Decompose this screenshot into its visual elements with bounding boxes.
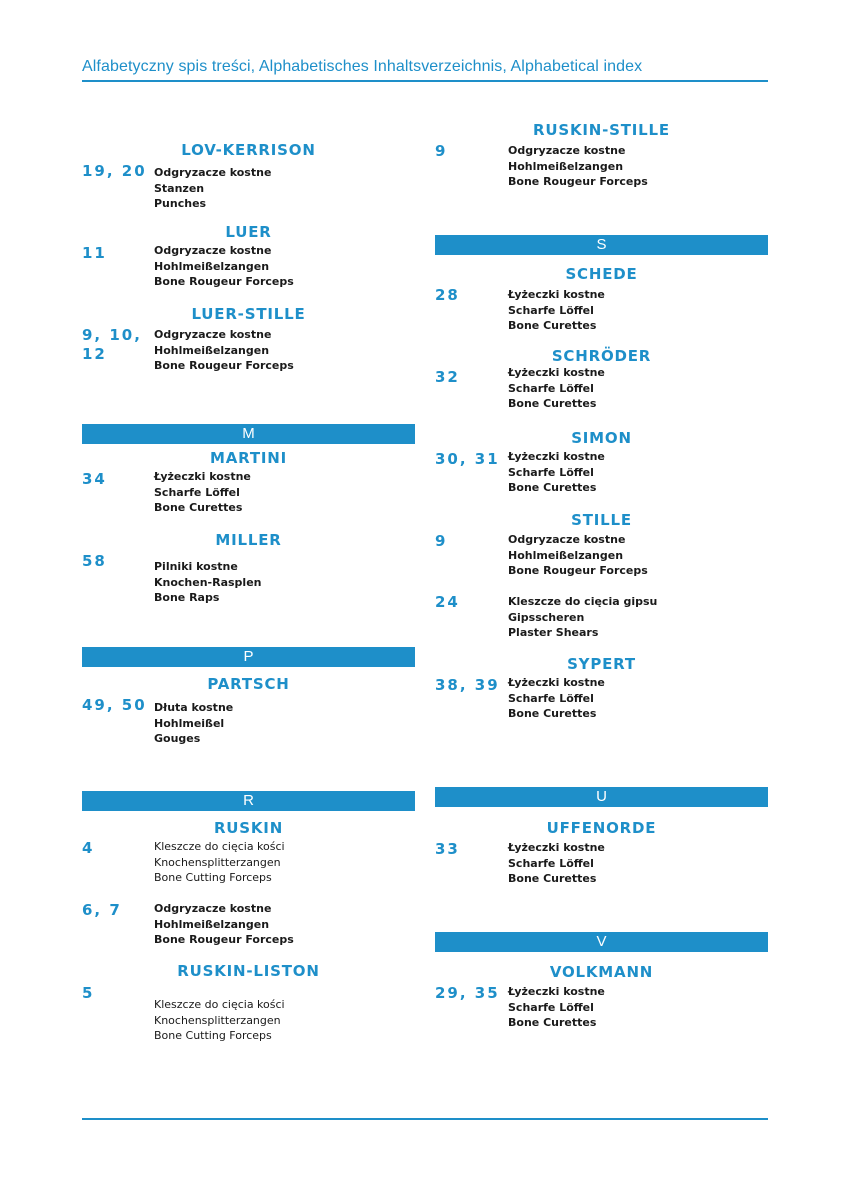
header-divider [82, 80, 768, 82]
entry-title-partsch: PARTSCH [207, 675, 290, 693]
desc-line: Hohlmeißelzangen [508, 548, 624, 562]
page-ref-ruskin-liston[interactable]: 5 [82, 984, 95, 1002]
entry-desc-schroder [508, 365, 605, 412]
desc-line: Bone Rougeur Forceps [154, 933, 294, 947]
desc-line: Łyżeczki kostne [154, 470, 251, 483]
desc-line: Gipsscheren [508, 610, 585, 624]
page-ref-simon[interactable]: 30, 31 [435, 450, 500, 468]
page-ref-ruskin-a[interactable]: 4 [82, 839, 95, 857]
page-ref-ruskin-stille[interactable]: 9 [435, 142, 448, 160]
letter-bar-v: V [435, 932, 768, 952]
entry-title-lov-kerrison: LOV-KERRISON [181, 141, 316, 159]
entry-title-schede: SCHEDE [565, 265, 638, 283]
page-ref-ruskin-b[interactable]: 6, 7 [82, 901, 122, 919]
desc-line: Odgryzacze kostne [154, 328, 272, 341]
page-ref-luer[interactable]: 11 [82, 244, 107, 262]
desc-line: Bone Rougeur Forceps [508, 175, 648, 189]
page-ref-partsch[interactable]: 49, 50 [82, 696, 147, 714]
desc-line: Łyżeczki kostne [508, 450, 605, 463]
entry-desc-schede [508, 287, 605, 334]
desc-line: Bone Curettes [508, 319, 597, 333]
entry-title-ruskin-stille: RUSKIN-STILLE [533, 121, 670, 139]
entry-desc-volkmann [508, 984, 605, 1031]
desc-line: Kleszcze do cięcia kości [154, 998, 285, 1011]
letter-bar-s: S [435, 235, 768, 255]
desc-line: Bone Curettes [508, 1016, 597, 1030]
desc-line: Knochensplitterzangen [154, 1013, 281, 1027]
page-title: Alfabetyczny spis treści, Alphabetisches Inhaltsverzeichnis, Alphabetical index [82, 58, 643, 75]
desc-line: Odgryzacze kostne [154, 244, 272, 257]
desc-line: Hohlmeißelzangen [154, 259, 270, 273]
desc-line: Łyżeczki kostne [508, 676, 605, 689]
desc-line: Bone Curettes [154, 501, 243, 515]
desc-line: Hohlmeißel [154, 716, 225, 730]
desc-line: Hohlmeißelzangen [154, 917, 270, 931]
entry-title-martini: MARTINI [210, 449, 287, 467]
entry-desc-luer-stille [154, 327, 294, 374]
desc-line: Bone Curettes [508, 397, 597, 411]
desc-line: Bone Rougeur Forceps [508, 564, 648, 578]
desc-line: Kleszcze do cięcia gipsu [508, 595, 658, 608]
entry-desc-partsch [154, 700, 233, 747]
entry-title-ruskin: RUSKIN [213, 819, 284, 837]
desc-line: Bone Rougeur Forceps [154, 359, 294, 373]
desc-line: Scharfe Löffel [154, 485, 240, 499]
letter-bar-r: R [82, 791, 415, 811]
letter-bar-u: U [435, 787, 768, 807]
entry-desc-luer [154, 243, 294, 290]
desc-line: Bone Rougeur Forceps [154, 275, 294, 289]
desc-line: Punches [154, 197, 207, 211]
entry-desc-ruskin-stille [508, 143, 648, 190]
desc-line: Gouges [154, 732, 201, 746]
page-ref-schroder[interactable]: 32 [435, 368, 460, 386]
page-ref-sypert[interactable]: 38, 39 [435, 676, 500, 694]
desc-line: Bone Raps [154, 591, 220, 605]
entry-title-schroder: SCHRÖDER [551, 347, 652, 365]
desc-line: Łyżeczki kostne [508, 985, 605, 998]
entry-desc-simon [508, 449, 605, 496]
desc-line: Scharfe Löffel [508, 856, 594, 870]
entry-desc-lov-kerrison [154, 165, 271, 212]
page-ref-luer-stille[interactable]: 9, 10, 12 [82, 326, 142, 363]
entry-title-stille: STILLE [571, 511, 632, 529]
desc-line: Stanzen [154, 181, 205, 195]
desc-line: Odgryzacze kostne [508, 144, 626, 157]
entry-desc-uffenorde [508, 840, 605, 887]
page-ref-lov-kerrison[interactable]: 19, 20 [82, 162, 147, 180]
desc-line: Scharfe Löffel [508, 381, 594, 395]
desc-line: Bone Curettes [508, 707, 597, 721]
entry-desc-ruskin-b [154, 901, 294, 948]
entry-desc-ruskin-a [154, 839, 285, 886]
desc-line: Scharfe Löffel [508, 303, 594, 317]
desc-line: Odgryzacze kostne [154, 166, 272, 179]
page-ref-schede[interactable]: 28 [435, 286, 460, 304]
page-ref-stille-a[interactable]: 9 [435, 532, 448, 550]
desc-line: Hohlmeißelzangen [508, 159, 624, 173]
entry-title-ruskin-liston: RUSKIN-LISTON [177, 962, 320, 980]
desc-line: Bone Cutting Forceps [154, 871, 272, 885]
desc-line: Pilniki kostne [154, 560, 238, 573]
desc-line: Łyżeczki kostne [508, 366, 605, 379]
entry-desc-ruskin-liston [154, 997, 285, 1044]
entry-desc-miller [154, 559, 262, 606]
desc-line: Bone Curettes [508, 872, 597, 886]
desc-line: Łyżeczki kostne [508, 841, 605, 854]
entry-title-luer: LUER [225, 223, 272, 241]
letter-bar-m: M [82, 424, 415, 444]
desc-line: Scharfe Löffel [508, 691, 594, 705]
entry-title-sypert: SYPERT [567, 655, 636, 673]
entry-title-miller: MILLER [215, 531, 282, 549]
entry-desc-martini [154, 469, 251, 516]
entry-title-uffenorde: UFFENORDE [546, 819, 657, 837]
desc-line: Łyżeczki kostne [508, 288, 605, 301]
desc-line: Knochen-Rasplen [154, 575, 262, 589]
page-ref-martini[interactable]: 34 [82, 470, 107, 488]
desc-line: Bone Curettes [508, 481, 597, 495]
entry-desc-stille-b [508, 594, 657, 641]
footer-divider [82, 1118, 768, 1120]
page-ref-volkmann[interactable]: 29, 35 [435, 984, 500, 1002]
desc-line: Hohlmeißelzangen [154, 343, 270, 357]
letter-bar-p: P [82, 647, 415, 667]
page-ref-stille-b[interactable]: 24 [435, 593, 460, 611]
desc-line: Knochensplitterzangen [154, 855, 281, 869]
entry-desc-stille-a [508, 532, 648, 579]
desc-line: Odgryzacze kostne [154, 902, 272, 915]
desc-line: Odgryzacze kostne [508, 533, 626, 546]
desc-line: Dłuta kostne [154, 701, 234, 714]
entry-desc-sypert [508, 675, 605, 722]
entry-title-volkmann: VOLKMANN [549, 963, 654, 981]
desc-line: Plaster Shears [508, 626, 599, 640]
entry-title-simon: SIMON [571, 429, 632, 447]
desc-line: Scharfe Löffel [508, 1000, 594, 1014]
desc-line: Bone Cutting Forceps [154, 1029, 272, 1043]
desc-line: Scharfe Löffel [508, 465, 594, 479]
desc-line: Kleszcze do cięcia kości [154, 840, 285, 853]
page-ref-miller[interactable]: 58 [82, 552, 107, 570]
entry-title-luer-stille: LUER-STILLE [191, 305, 306, 323]
page-ref-uffenorde[interactable]: 33 [435, 840, 460, 858]
